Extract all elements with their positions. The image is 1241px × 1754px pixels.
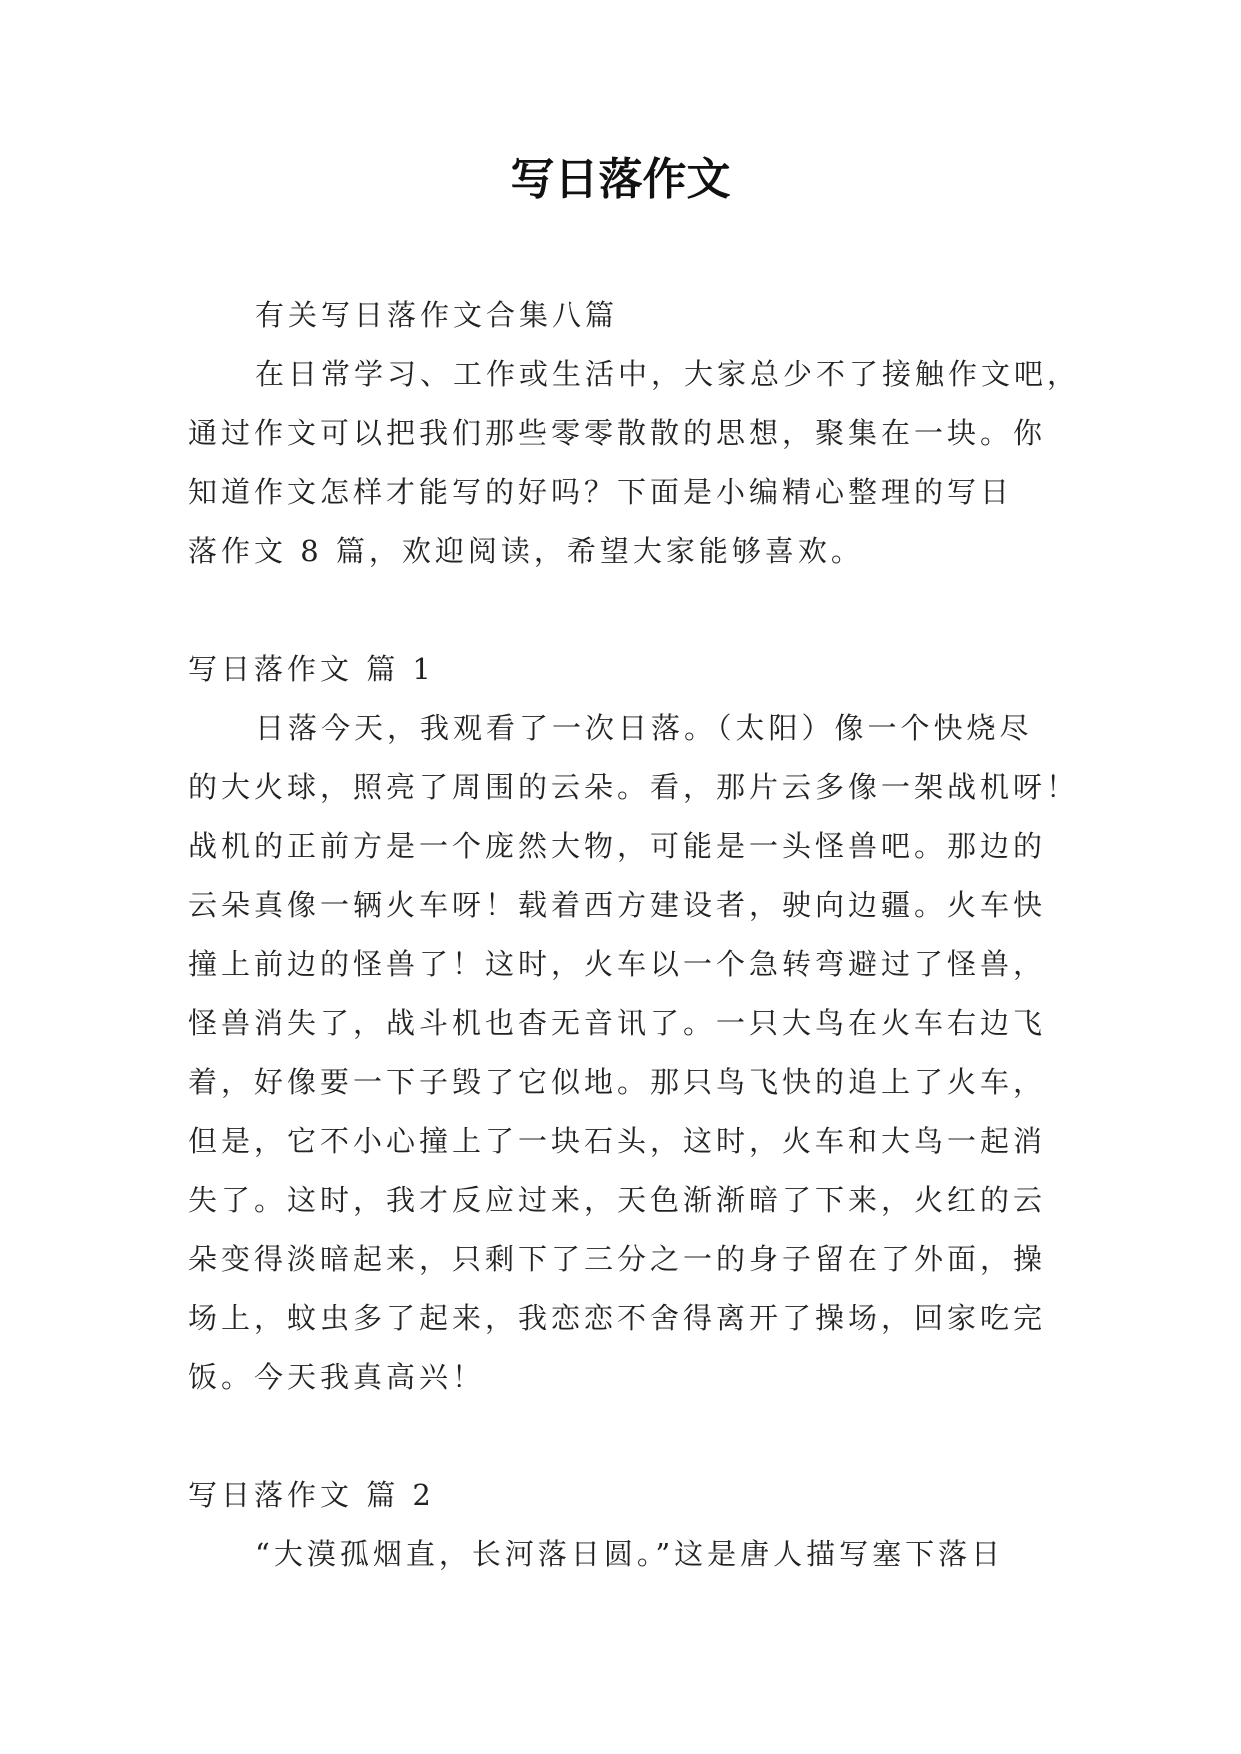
section-line: “大漠孤烟直，长河落日圆。”这是唐人描写塞下落日 bbox=[255, 1537, 1005, 1571]
section-line: 撞上前边的怪兽了！这时，火车以一个急转弯避过了怪兽， bbox=[188, 947, 1047, 981]
document-title: 写日落作文 bbox=[510, 154, 731, 205]
section-line: 云朵真像一辆火车呀！载着西方建设者，驶向边疆。火车快 bbox=[188, 888, 1047, 922]
intro-line: 落作文 8 篇，欢迎阅读，希望大家能够喜欢。 bbox=[188, 534, 864, 568]
intro-line: 通过作文可以把我们那些零零散散的思想，聚集在一块。你 bbox=[188, 416, 1047, 450]
section-line: 饭。今天我真高兴！ bbox=[188, 1360, 486, 1394]
section-line: 朵变得淡暗起来，只剩下了三分之一的身子留在了外面，操 bbox=[188, 1242, 1047, 1276]
intro-line: 在日常学习、工作或生活中，大家总少不了接触作文吧， bbox=[255, 357, 1081, 391]
section-line: 日落今天，我观看了一次日落。（太阳）像一个快烧尽 bbox=[255, 711, 1033, 745]
intro-subtitle: 有关写日落作文合集八篇 bbox=[255, 298, 619, 332]
section-heading: 写日落作文 篇 2 bbox=[188, 1478, 435, 1512]
section-line: 失了。这时，我才反应过来，天色渐渐暗了下来，火红的云 bbox=[188, 1183, 1047, 1217]
section-line: 战机的正前方是一个庞然大物，可能是一头怪兽吧。那边的 bbox=[188, 829, 1047, 863]
section-line: 场上，蚊虫多了起来，我恋恋不舍得离开了操场，回家吃完 bbox=[188, 1301, 1047, 1335]
section-spacer bbox=[188, 1407, 1058, 1466]
section-spacer bbox=[188, 581, 1058, 640]
section-line: 的大火球，照亮了周围的云朵。看，那片云多像一架战机呀！ bbox=[188, 770, 1080, 804]
document-body bbox=[188, 286, 1081, 1584]
section-line: 但是，它不小心撞上了一块石头，这时，火车和大鸟一起消 bbox=[188, 1124, 1047, 1158]
section-line: 怪兽消失了，战斗机也杳无音讯了。一只大鸟在火车右边飞 bbox=[188, 1006, 1047, 1040]
section-heading: 写日落作文 篇 1 bbox=[188, 652, 435, 686]
intro-line: 知道作文怎样才能写的好吗？下面是小编精心整理的写日 bbox=[188, 475, 1014, 509]
section-line: 着，好像要一下子毁了它似地。那只鸟飞快的追上了火车， bbox=[188, 1065, 1047, 1099]
